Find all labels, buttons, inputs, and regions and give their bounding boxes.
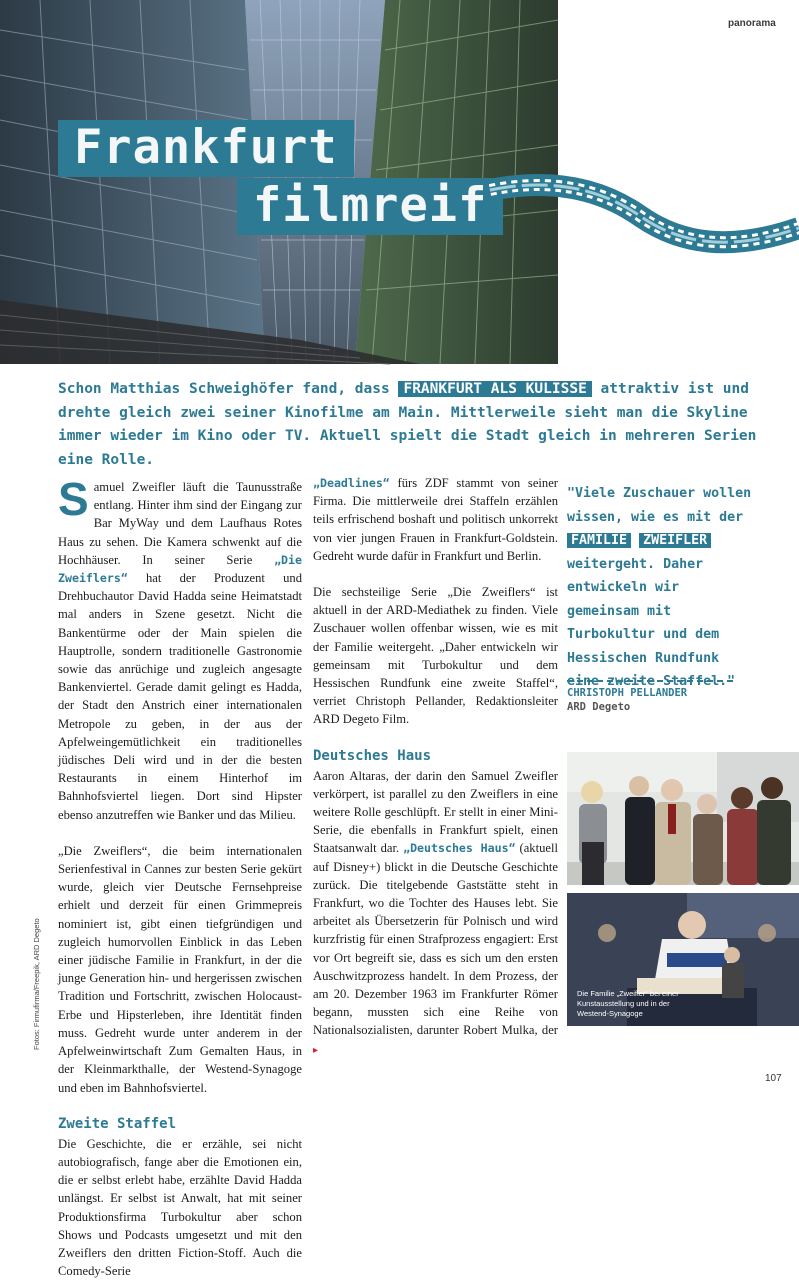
- quote-highlight-1: FAMILIE: [567, 533, 631, 548]
- body-paragraph-1: [58, 473, 302, 824]
- series-title: „Deutsches Haus“: [403, 841, 516, 856]
- body-text: Aaron Altaras, der darin den Samuel Zweifler verkörpert, ist parallel zu den Zweiflers in eine weitere Rolle geschlüpft. Er stellt in einer Mini-Serie, die ebenfalls in Frankfurt spielt, einen Staatsanwalt dar.: [313, 768, 558, 856]
- headline-line-1: Frankfurt: [58, 120, 354, 177]
- body-column-2: [313, 474, 558, 1060]
- quote-text-2: weitergeht. Daher entwickeln wir gemeinsam mit Turbokultur und dem Hessischen Rundfunk eine zweite Staffel.": [567, 556, 736, 689]
- body-text: (aktuell auf Disney+) blickt in die Deutsche Geschichte zurück. Die titelgebende Gaststätte steht in Frankfurt, wo die Tochter des Hauses lebt. Sie arbeitet als Übersetzerin für Polnisch und wird kurzfristig für einen Strafprozess engagiert: Erst vor Ort begreift sie, dass es sich um den ersten Auschwitzprozess handelt. In dem Prozess, der am 20. Dezember 1963 im Frankfurter Römer begann, mussten sich eine Reihe von Nationalsozialisten, darunter Robert Mulka, der: [313, 841, 558, 1038]
- body-text: hat der Produzent und Drehbuchautor David Hadda seine Heimatstadt mal anders in Szene gesetzt. Nicht die Bankentürme oder der Main spielen die Hauptrolle, sondern traditionelle Gastronomie sowie das anrüchige und zugleich angesagte Bankenviertel. Gerade damit gelingt es Hadda, der Stadt den Anstrich einer internationalen Metropole zu geben, in der aus der Apfelweingemütlichkeit ein traditionelles jüdisches Deli wird und in der die besten Restaurants in einem Hinterhof im Bahnhofsviertel liegen. Dort sind Hipster ebenso anzutreffen wie Banker und das Milieu.: [58, 571, 302, 822]
- filmstrip-icon: [490, 178, 799, 278]
- body-paragraph-2: „Die Zweiflers“, die beim internationalen Serienfestival in Cannes zur besten Serie gekürt wurde, gleich vier Deutsche Fernsehpreise erhielt und derzeit für einen Grimmepreis nominiert ist, gibt einen tiefgründigen und zugleich humorvollen Einblick in das Leben einer jüdische Familie in Frankfurt, in der die junge Generation hin- und hergerissen zwischen Tradition und Fortschritt, zwischen Holocaust-Erbe und Hipsterleben, ihre Identität finden muss. Gedreht wurde unter anderem in der Apfelweinwirtschaft Zum Gemalten Haus, in der Kleinmarkthalle, der Westend-Synagoge und eben im Bahnhofsviertel.: [58, 843, 302, 1095]
- quote-highlight-2: ZWEIFLER: [639, 533, 711, 548]
- lead-text-1: Schon Matthias Schweighöfer fand, dass: [58, 381, 399, 397]
- body-paragraph-3-cont: [313, 474, 558, 565]
- quote-organization: ARD Degeto: [567, 701, 631, 713]
- continue-arrow-icon: ▸: [313, 1044, 319, 1056]
- headline-line-2: filmreif: [237, 178, 503, 235]
- body-text: fürs ZDF stammt von seiner Firma. Die mittlerweile drei Staffeln erzählen teils erfrischend boshaft und politisch unkorrekt von vier jungen Frauen in Frankfurt-Goldstein. Gedreht wurde dafür in Frankfurt und Berlin.: [313, 476, 558, 563]
- body-column-1: [58, 473, 302, 1280]
- quote-attribution: [567, 686, 687, 714]
- subheading-deutsches-haus: Deutsches Haus: [313, 747, 432, 764]
- lead-paragraph: [58, 378, 758, 472]
- quote-author: CHRISTOPH PELLANDER: [567, 687, 688, 699]
- lead-text-2: attraktiv ist und drehte gleich zwei seiner Kinofilme am Main. Mittlerweile sieht man die Skyline immer wieder im Kino oder TV. Aktuell spielt die Stadt gleich in mehreren Serien eine Rolle.: [58, 381, 757, 468]
- quote-text-1: "Viele Zuschauer wollen wissen, wie es mit der: [567, 486, 752, 525]
- photo-caption: Die Familie „Zweifler“ bei einer Kunstausstellung und in der Westend-Synagoge: [577, 989, 679, 1018]
- series-title: „Deadlines“: [313, 476, 390, 490]
- body-paragraph-5: [313, 767, 558, 1060]
- page-number: 107: [765, 1073, 782, 1084]
- body-text: amuel Zweifler läuft die Taunusstraße entlang. Hinter ihm sind der Eingang zur Bar MyWay und dem Laufhaus Rotes Haus zu sehen. Die Kamera schwenkt auf die Hochhäuser. In seiner Serie: [58, 480, 302, 567]
- photo-credit: Fotos: Firmufirma/Freepik, ARD Degeto: [32, 918, 41, 1050]
- body-paragraph-3: Die Geschichte, die er erzähle, sei nicht autobiografisch, fange aber die Emotionen ein, die er selbst erlebt habe, erzählte David Hadda unlängst. Er selbst ist Anwalt, hat mit seiner Produktionsfirma Turbokultur aber schon Shows und Podcasts umgesetzt und mit den Zweiflers den dritten Fiction-Stoff. Auch die Comedy-Serie: [58, 1136, 302, 1279]
- photo-family-exhibition: [567, 752, 799, 885]
- subheading-zweite-staffel: Zweite Staffel: [58, 1115, 177, 1132]
- quote-divider: [567, 680, 733, 682]
- section-label: panorama: [728, 18, 776, 29]
- pull-quote: [567, 482, 757, 694]
- family-group-image: [567, 752, 799, 885]
- series-title: „Die Zweiflers“: [58, 552, 302, 586]
- photo-westend-synagogue: [567, 893, 799, 1026]
- body-paragraph-4: Die sechsteilige Serie „Die Zweiflers“ ist aktuell in der ARD-Mediathek zu finden. Viele Zuschauer wollen offenbar wissen, wie es mit der Familie weitergeht. „Daher entwickeln wir gemeinsam mit Turbokultur und dem Hessischen Rundfunk eine zweite Staffel“, verriet Christoph Pellander, Redaktionsleiter ARD Degeto Film.: [313, 585, 558, 727]
- drop-cap: S: [58, 473, 89, 525]
- lead-highlight: FRANKFURT ALS KULISSE: [398, 381, 591, 397]
